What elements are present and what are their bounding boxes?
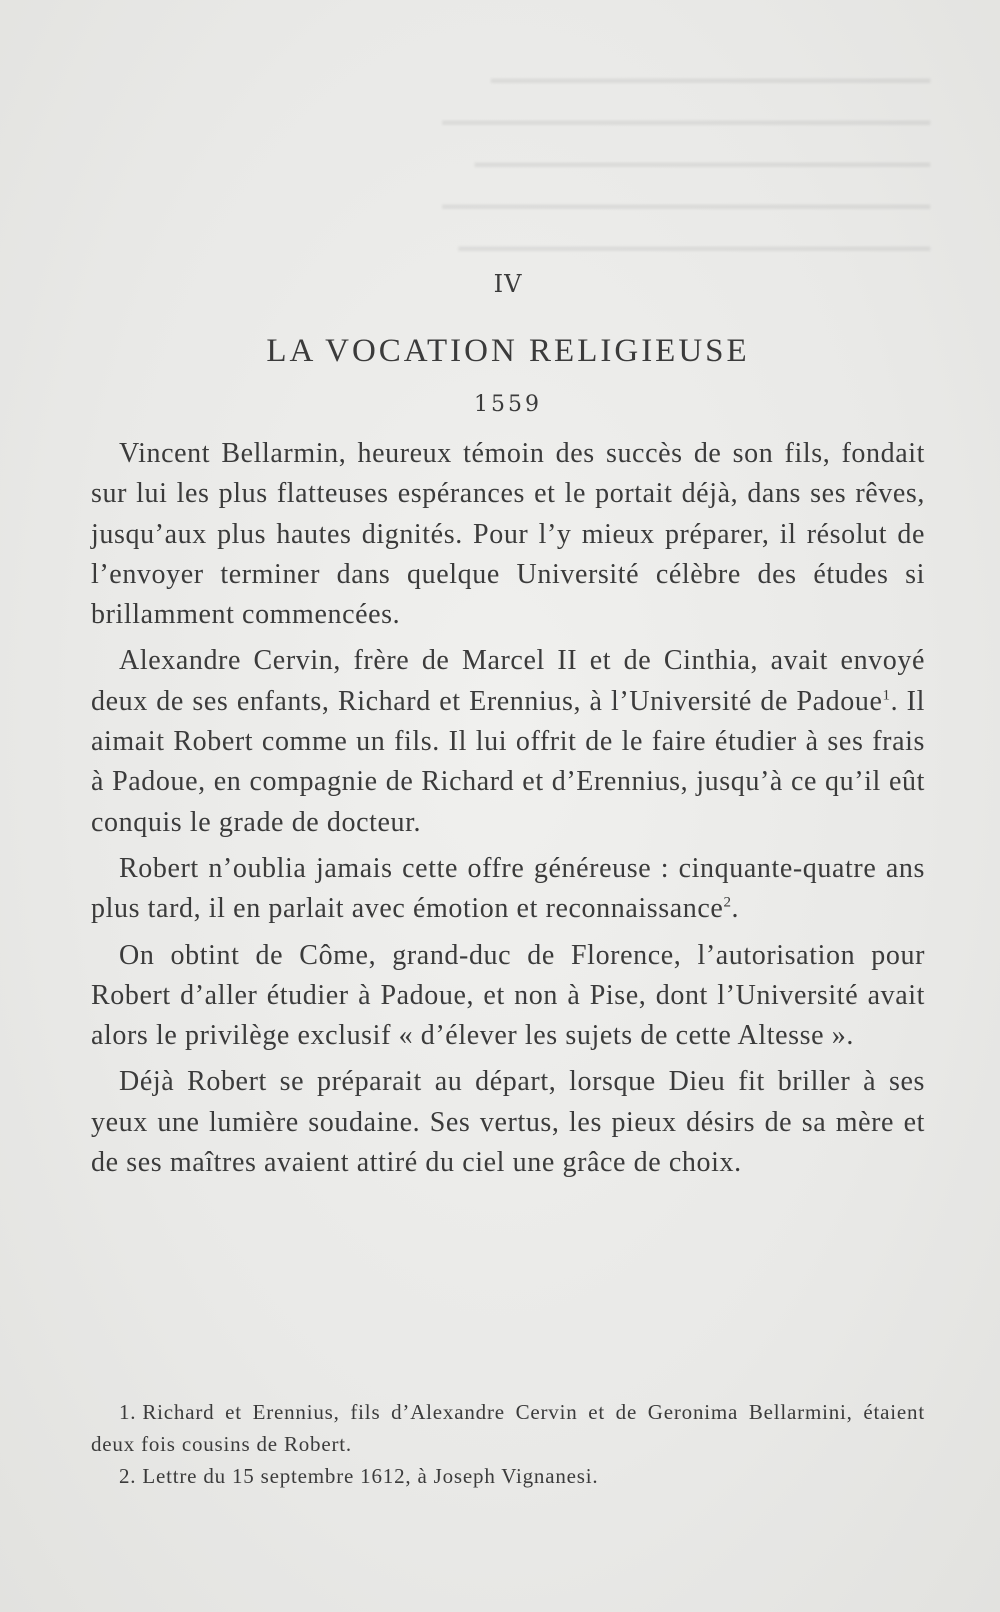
chapter-body [91,434,925,1189]
show-through-texture: ━━━━━━━━━━━━━━━━━━━━━━━━━━━ ━━━━━━━━━━━━━━━━━━━━━━━━━━━━━━ ━━━━━━━━━━━━━━━━━━━━━━━━━━━━ ━━━━━━━━━━━━━━━━━━━━━━━━━━━━━━ ━━━━━━━━━━━━━━━━━━━━━━━━━━━━━ [442,66,930,264]
paragraph-text: Alexandre Cervin, frère de Marcel II et de Cinthia, avait envoyé deux de ses enfants, Richard et Erennius, à l’Université de Padoue [91,645,925,717]
footnote-text: Richard et Erennius, fils d’Alexandre Cervin et de Geronima Bellarmini, étaient deux fois cousins de Robert. [91,1400,925,1456]
footnote-number: 2. [119,1464,137,1488]
paragraph-text: Robert n’oublia jamais cette offre généreuse : cinquante-quatre ans plus tard, il en parlait avec émotion et reconnaissance [91,852,925,925]
footnote-ref: 1 [882,687,891,704]
chapter-year: 1559 [474,392,542,417]
footnote-ref: 2 [723,894,732,911]
paragraph [91,1062,925,1183]
footnote-text: Lettre du 15 septembre 1612, à Joseph Vignanesi. [142,1464,599,1488]
paragraph [91,849,925,930]
paragraph [91,641,925,842]
paragraph-text: On obtint de Côme, grand-duc de Florence, l’autorisation pour Robert d’aller étudier à Padoue, et non à Pise, dont l’Université avait alors le privilège exclusif « d’élever les sujets de cette Altesse ». [91,939,925,1052]
paragraph-text: . Il aimait Robert comme un fils. Il lui offrit de le faire étudier à ses frais à Padoue, en compagnie de Richard et d’Erennius, jusqu’à ce qu’il eût conquis le grade de docteur. [91,685,925,838]
paragraph-text: Vincent Bellarmin, heureux témoin des succès de son fils, fondait sur lui les plus flatteuses espérances et le portait déjà, dans ses rêves, jusqu’aux plus hautes dignités. Pour l’y mieux préparer, il résolut de l’envoyer terminer dans quelque Université célèbre des études si brillamment commencées. [91,438,925,631]
paragraph [91,434,925,635]
paragraph-text: Déjà Robert se préparait au départ, lorsque Dieu fit briller à ses yeux une lumière soudaine. Ses vertus, les pieux désirs de sa mère et de ses maîtres avaient attiré du ciel une grâce de choix. [91,1066,925,1179]
footnote [91,1396,925,1460]
paragraph [91,936,925,1057]
footnote-number: 1. [119,1400,137,1424]
footnote [91,1460,925,1492]
chapter-numeral: IV [493,270,523,298]
paragraph-text: . [731,893,740,925]
chapter-title: LA VOCATION RELIGIEUSE [266,333,750,369]
footnotes [91,1396,925,1492]
